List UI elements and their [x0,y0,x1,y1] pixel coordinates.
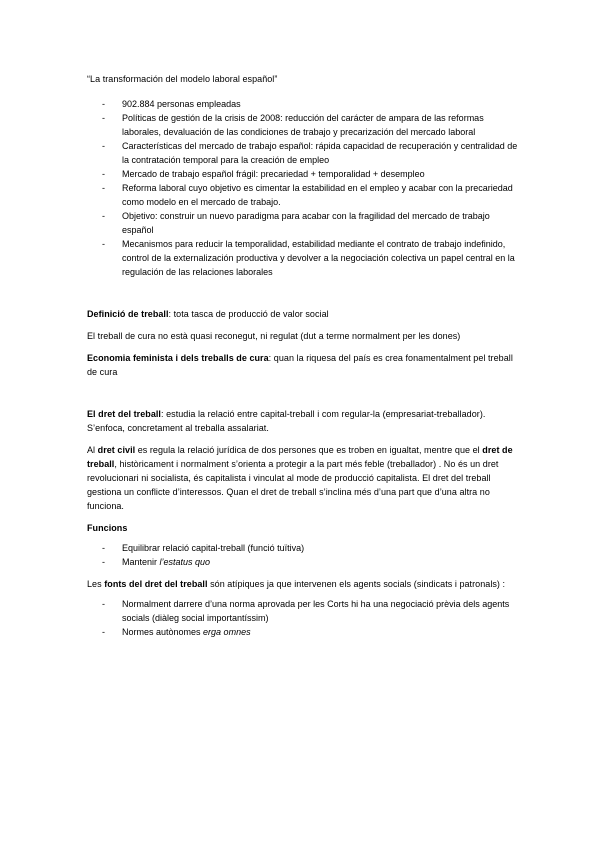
list-item: - Objetivo: construir un nuevo paradigma para acabar con la fragilidad del mercado de trabajo español [87,209,519,237]
labor-law-term-2: dret de treball [87,445,513,469]
functions-heading: Funcions [87,523,128,533]
functions-list [87,541,519,569]
bullet-list [87,97,519,279]
care-paragraph: El treball de cura no està quasi reconegut, ni regulat (dut a terme normalment per les dones) [87,331,461,341]
list-item [87,555,519,569]
definition-term: Definició de treball [87,309,169,319]
definition-paragraph [87,307,519,321]
list-item: - Normalment darrere d’una norma aprovada per les Corts hi ha una negociació prèvia dels agents socials (diàleg social importantíssim) [87,597,519,625]
labor-law-term: El dret del treball [87,409,161,419]
section-title: “La transformación del modelo laboral español” [87,74,278,84]
text-segment: es regula la relació jurídica de dos persones que es troben en igualtat, mentre que el [135,445,483,455]
list-item: - Mecanismos para reducir la temporalidad, estabilidad mediante el contrato de trabajo indefinido, control de la externalización productiva y devolver a la negociación colectiva un papel central en la regulación de las relaciones laborales [87,237,519,279]
list-item: - Reforma laboral cuyo objetivo es cimentar la estabilidad en el empleo y acabar con la precariedad como modelo en el mercado de trabajo. [87,181,519,209]
civil-law-term: dret civil [97,445,136,455]
italic-term: erga omnes [203,627,251,637]
text-segment: Al [87,445,98,455]
civil-law-paragraph [87,443,519,513]
sources-term: fonts del dret del treball [104,579,208,589]
definition-text: : tota tasca de producció de valor social [168,309,329,319]
feminist-economy-text: : quan la riquesa del país es crea fonamentalment pel treball de cura [87,353,513,377]
sources-paragraph [87,577,519,591]
feminist-economy-term: Economia feminista i dels treballs de cura [87,353,269,363]
labor-law-text: : estudia la relació entre capital-treball i com regular-la (empresariat-treballador). S’enfoca, concretament al treballa assalariat. [87,409,486,433]
list-item: - Políticas de gestión de la crisis de 2008: reducción del carácter de ampara de las reformas laborales, devaluación de las condiciones de trabajo y precarización del mercado laboral [87,111,519,139]
italic-term: l’estatus quo [159,557,211,567]
list-item: - Equilibrar relació capital-treball (funció tuïtiva) [87,541,519,555]
list-item: - Mercado de trabajo español frágil: precariedad + temporalidad + desempleo [87,167,519,181]
list-item [87,625,519,639]
text-segment: són atípiques ja que intervenen els agents socials (sindicats i patronals) : [207,579,506,589]
list-item: - Características del mercado de trabajo español: rápida capacidad de recuperación y centralidad de la contratación temporal para la creación de empleo [87,139,519,167]
text-segment: Mantenir [122,557,160,567]
text-segment: Normes autònomes [122,627,204,637]
text-segment: , històricament i normalment s’orienta a protegir a la part més feble (treballador) . No és un dret revolucionari ni socialista, és capitalista i vinculat al mode de producció capitalista. El dret del treball gestiona un conflicte d’interessos. Quan el dret de treball s’inclina més d’una part que d’una altra no funciona. [87,459,499,511]
list-item: - 902.884 personas empleadas [87,97,519,111]
feminist-economy-paragraph [87,351,519,379]
sources-list [87,597,519,639]
labor-law-paragraph [87,407,519,435]
text-segment: Les [87,579,105,589]
